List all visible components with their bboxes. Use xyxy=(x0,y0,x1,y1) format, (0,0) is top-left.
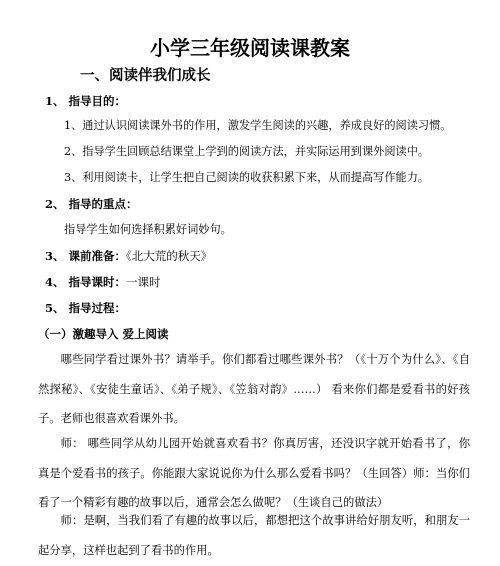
section-1-heading: 1、 指导目的： xyxy=(45,94,127,108)
section-5-heading: 5、 指导过程： xyxy=(45,301,127,315)
paragraph-3: 师：是啊，当我们看了有趣的故事以后，都想把这个故事讲给好朋友听，和朋友一起分享，这样也起到了看书的作用。 xyxy=(38,514,470,557)
section-3 xyxy=(45,248,212,264)
prep-value: 《北大荒的秋天》 xyxy=(126,249,213,263)
period-value: 一课时 xyxy=(126,275,161,289)
subsection-heading: （一）激趣导入 爱上阅读 xyxy=(38,327,169,341)
goal-item-3: 3、利用阅读卡，让学生把自己阅读的收获积累下来，从而提高写作能力。 xyxy=(64,171,430,184)
document-title: 小学三年级阅读课教案 xyxy=(150,36,350,60)
goal-item-1: 1、通过认识阅读课外书的作用，激发学生阅读的兴趣，养成良好的阅读习惯。 xyxy=(64,119,452,132)
section-2-heading: 2、 指导的重点： xyxy=(45,197,138,211)
chapter-heading: 一、阅读伴我们成长 xyxy=(80,67,211,84)
section-4 xyxy=(45,274,161,290)
focus-text: 指导学生如何选择积累好词妙句。 xyxy=(64,223,232,236)
paragraph-1: 哪些同学看过课外书？请举手。你们都看过哪些课外书？（《十万个为什么》、《自然探秘》、《安徒生童话》、《弟子规》、《笠翁对韵》……） 看来你们都是爱看书的好孩子。老师也很喜欢看课外书。 xyxy=(38,353,470,425)
goal-item-2: 2、指导学生回顾总结课堂上学到的阅读方法，并实际运用到课外阅读中。 xyxy=(64,145,430,158)
prep-label: 3、 课前准备： xyxy=(45,249,127,263)
paragraph-2: 师： 哪些同学从幼儿园开始就喜欢看书？你真厉害，还没识字就开始看书了，你真是个爱看书的孩子。你能跟大家说说你为什么那么爱看书吗？（生回答）师：当你们看了一个精彩有趣的故事以后，通常会怎么做呢？（生谈自己的做法） xyxy=(38,437,470,509)
period-label: 4、 指导课时： xyxy=(45,275,127,289)
